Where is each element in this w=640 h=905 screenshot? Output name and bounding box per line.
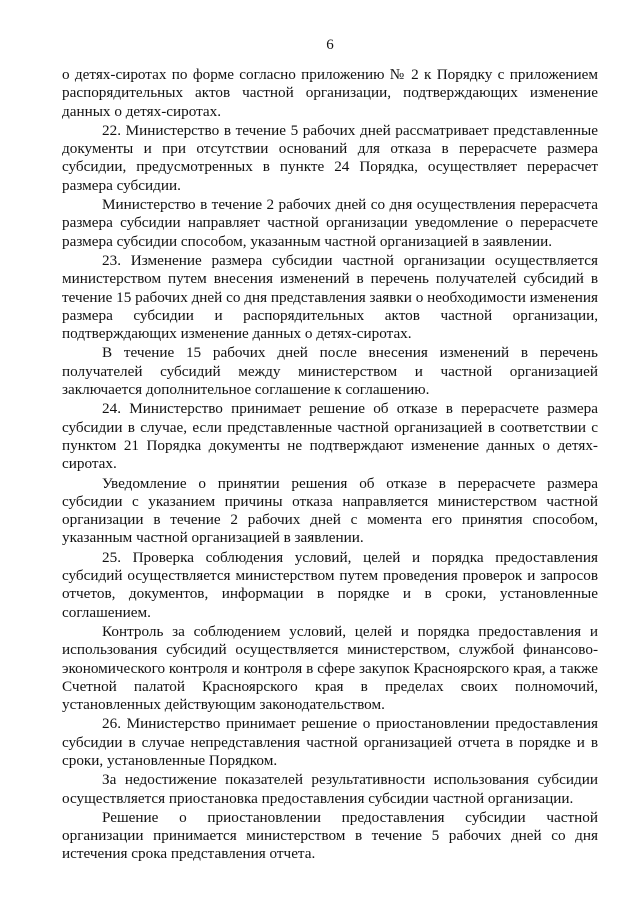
- paragraph-26-decision: Решение о приостановлении предоставления субсидии частной организации принимается министерством в течение 5 рабочих дней со дня истечения срока представления отчета.: [62, 808, 598, 863]
- paragraph-22: 22. Министерство в течение 5 рабочих дней рассматривает представленные документы и при отсутствии оснований для отказа в перерасчете размера субсидии, предусмотренных в пункте 24 Порядка, осуществляет перерасчет размера субсидии.: [62, 121, 598, 194]
- paragraph-26: 26. Министерство принимает решение о приостановлении предоставления субсидии в случае непредставления частной организацией отчета в порядке и в сроки, установленные Порядком.: [62, 715, 598, 769]
- paragraph-24: 24. Министерство принимает решение об отказе в перерасчете размера субсидии в случае, если представленные частной организацией в соответствии с пунктом 21 Порядка документы не подтверждают изменение данных о детях-сиротах.: [62, 400, 598, 473]
- paragraph-23: 23. Изменение размера субсидии частной организации осуществляется министерством путем внесения изменений в перечень получателей субсидий в течение 15 рабочих дней со дня представления заявки о необходимости изменения размера субсидии и распорядительных актов частной организации, подтверждающих изменение данных о детях-сиротах.: [62, 251, 598, 343]
- document-body: [62, 66, 598, 865]
- page-number: 6: [326, 37, 334, 53]
- paragraph-25-control: Контроль за соблюдением условий, целей и порядка предоставления и использования субсидий осуществляется министерством, службой финансово-экономического контроля и контроля в сфере закупок Красноярского края, а также Счетной палатой Красноярского края в пределах своих полномочий, установленных действующим законодательством.: [62, 622, 598, 714]
- paragraph-23-agreement: В течение 15 рабочих дней после внесения изменений в перечень получателей субсидий между министерством и частной организацией заключается дополнительное соглашение к соглашению.: [62, 344, 598, 399]
- paragraph-22-notice: Министерство в течение 2 рабочих дней со дня осуществления перерасчета размера субсидии направляет частной организации уведомление о перерасчете размера субсидии способом, указанным частной организацией в заявлении.: [62, 196, 598, 250]
- paragraph-25: 25. Проверка соблюдения условий, целей и порядка предоставления субсидий осуществляется министерством путем проведения проверок и запросов отчетов, документов, информации в порядке и в сроки, установленные соглашением.: [62, 548, 598, 621]
- paragraph-26-suspension: За недостижение показателей результативности использования субсидии осуществляется приостановка предоставления субсидии частной организации.: [62, 771, 598, 807]
- paragraph-24-notice: Уведомление о принятии решения об отказе в перерасчете размера субсидии с указанием причины отказа направляется министерством частной организации в течение 2 рабочих дней с момента его принятия способом, указанным частной организацией в заявлении.: [62, 474, 598, 547]
- paragraph-continuation: о детях-сиротах по форме согласно приложению № 2 к Порядку с приложением распорядительных актов частной организации, подтверждающих изменение данных о детях-сиротах.: [62, 66, 598, 120]
